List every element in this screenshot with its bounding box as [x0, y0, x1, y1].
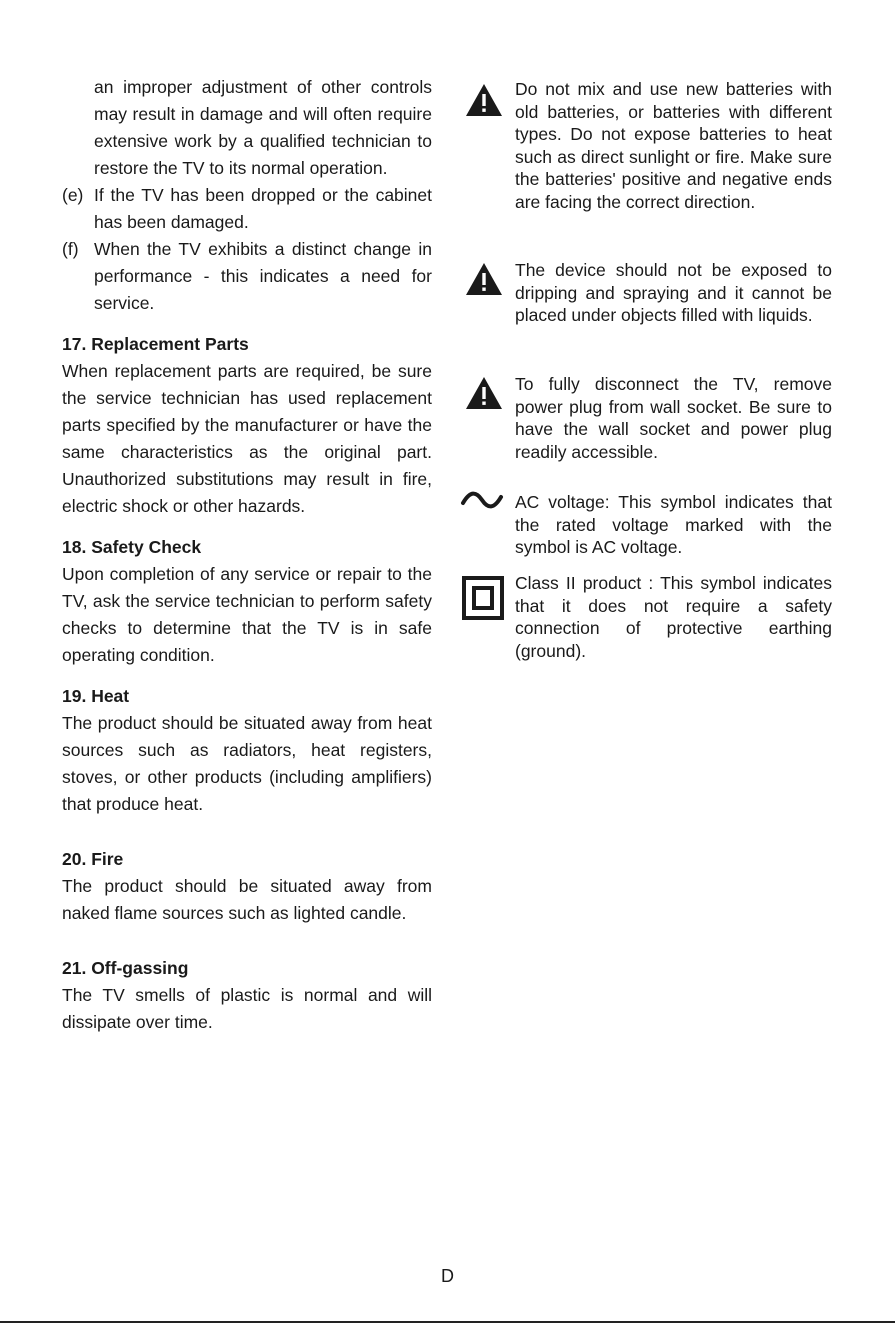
section-title: 21. Off-gassing	[62, 958, 189, 978]
section-body: The TV smells of plastic is normal and will dissipate over time.	[62, 985, 432, 1032]
list-item-e	[62, 182, 432, 236]
left-column	[62, 74, 432, 1036]
note-ac-voltage	[460, 491, 832, 559]
section-safety-check	[62, 534, 432, 669]
note-dripping	[460, 259, 832, 327]
warning-triangle-icon	[460, 373, 515, 463]
note-text: AC voltage: This symbol indicates that the rated voltage marked with the symbol is AC voltage.	[515, 492, 832, 557]
list-item-text: If the TV has been dropped or the cabinet has been damaged.	[94, 185, 432, 232]
page-label: D	[441, 1266, 454, 1286]
section-replacement-parts	[62, 331, 432, 520]
note-text: The device should not be exposed to dripping and spraying and it cannot be placed under objects filled with liquids.	[515, 260, 832, 325]
note-disconnect	[460, 373, 832, 463]
warning-triangle-icon	[460, 78, 515, 213]
section-title: 20. Fire	[62, 849, 124, 869]
section-title: 18. Safety Check	[62, 537, 202, 557]
section-title: 17. Replacement Parts	[62, 334, 249, 354]
list-marker: (e)	[62, 185, 84, 205]
list-item-text: When the TV exhibits a distinct change in performance - this indicates a need for service.	[94, 239, 432, 313]
note-text: Do not mix and use new batteries with old batteries, or batteries with different types. Do not expose batteries to heat such as direct sunlight or fire. Make sure the batteries' positive and negative ends are facing the correct direction.	[515, 79, 832, 212]
section-body: The product should be situated away from naked flame sources such as lighted candle.	[62, 876, 432, 923]
section-heat	[62, 683, 432, 818]
list-item-f	[62, 236, 432, 317]
list-marker: (f)	[62, 239, 79, 259]
note-class-ii	[460, 572, 832, 662]
section-off-gassing	[62, 955, 432, 1036]
intro-paragraph: an improper adjustment of other controls may result in damage and will often require extensive work by a qualified technician to restore the TV to its normal operation.	[94, 77, 432, 178]
section-body: When replacement parts are required, be sure the service technician has used replacement parts specified by the manufacturer or have the same characteristics as the original part. Unauthorized substitutions may result in fire, electric shock or other hazards.	[62, 361, 432, 516]
note-batteries	[460, 78, 832, 213]
bottom-rule	[0, 1321, 895, 1323]
warning-triangle-icon	[460, 259, 515, 327]
section-body: The product should be situated away from heat sources such as radiators, heat registers, stoves, or other products (including amplifiers) that produce heat.	[62, 713, 432, 814]
note-text: To fully disconnect the TV, remove power plug from wall socket. Be sure to have the wall socket and power plug readily accessible.	[515, 374, 832, 462]
section-body: Upon completion of any service or repair to the TV, ask the service technician to perform safety checks to determine that the TV is in safe operating condition.	[62, 564, 432, 665]
ac-wave-icon	[460, 491, 515, 559]
section-fire	[62, 846, 432, 927]
section-title: 19. Heat	[62, 686, 130, 706]
double-square-icon	[460, 572, 515, 662]
note-text: Class II product : This symbol indicates that it does not require a safety connection of protective earthing (ground).	[515, 573, 832, 661]
